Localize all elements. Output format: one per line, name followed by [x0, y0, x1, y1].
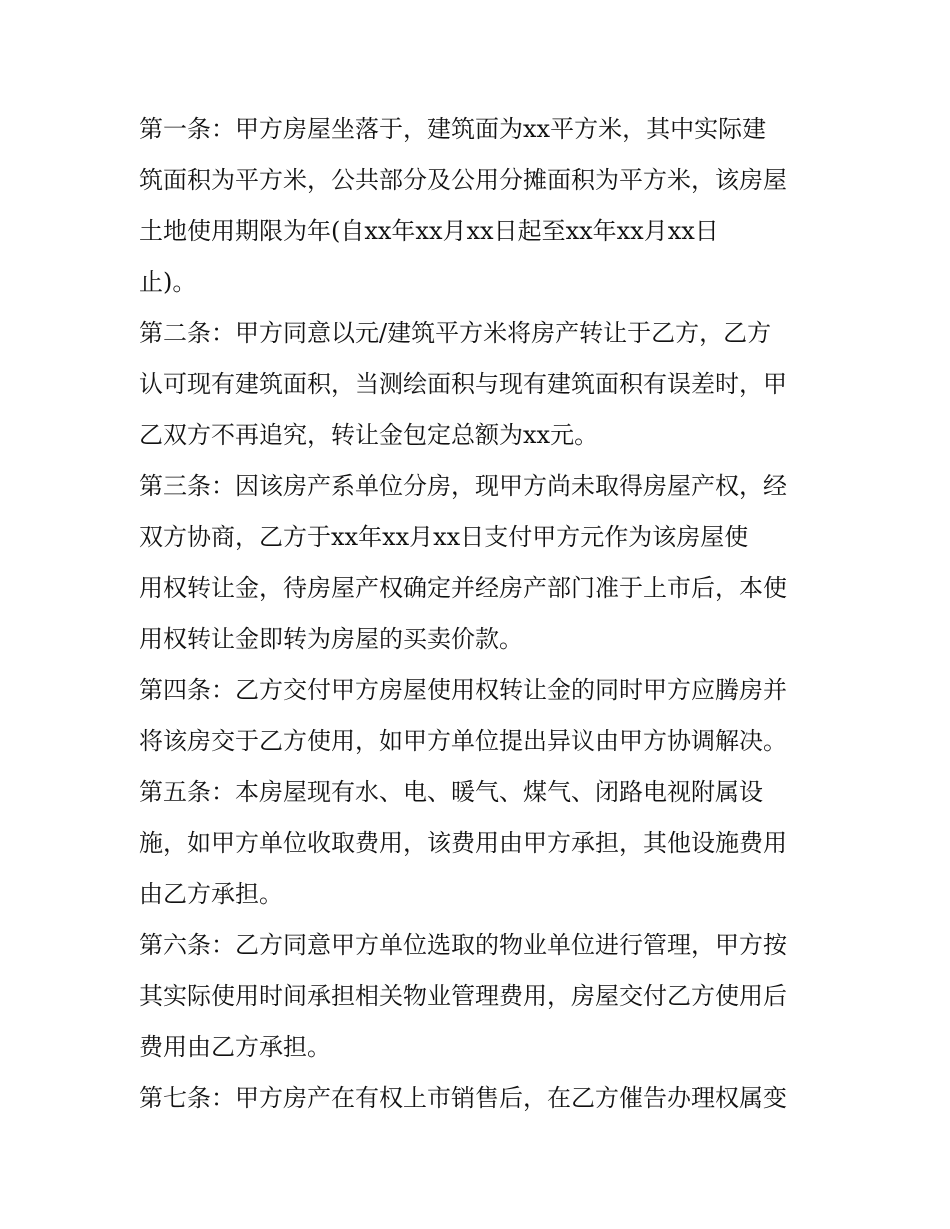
- article-1-line-4: 止)。: [139, 268, 197, 296]
- article-5-line-3: 由乙方承担。: [139, 880, 283, 908]
- article-4-line-2: 将该房交于乙方使用，如甲方单位提出异议由甲方协调解决。: [139, 727, 787, 755]
- article-2-line-1: 第二条：甲方同意以元/建筑平方米将房产转让于乙方，乙方: [139, 319, 772, 347]
- article-3-line-4: 用权转让金即转为房屋的买卖价款。: [139, 625, 523, 653]
- article-1-line-3: 土地使用期限为年(自xx年xx月xx日起至xx年xx月xx日: [139, 217, 719, 245]
- article-6-line-2: 其实际使用时间承担相关物业管理费用，房屋交付乙方使用后: [139, 982, 787, 1010]
- article-4-line-1: 第四条：乙方交付甲方房屋使用权转让金的同时甲方应腾房并: [139, 676, 787, 704]
- article-1-line-2: 筑面积为平方米，公共部分及公用分摊面积为平方米，该房屋: [139, 166, 787, 194]
- article-1-line-1: 第一条：甲方房屋坐落于，建筑面为xx平方米，其中实际建: [139, 115, 767, 143]
- article-6-line-3: 费用由乙方承担。: [139, 1033, 331, 1061]
- article-5-line-2: 施，如甲方单位收取费用，该费用由甲方承担，其他设施费用: [139, 829, 787, 857]
- article-2-line-2: 认可现有建筑面积，当测绘面积与现有建筑面积有误差时，甲: [139, 370, 787, 398]
- article-5-line-1: 第五条：本房屋现有水、电、暖气、煤气、闭路电视附属设: [139, 778, 763, 806]
- article-3-line-1: 第三条：因该房产系单位分房，现甲方尚未取得房屋产权，经: [139, 472, 787, 500]
- article-3-line-2: 双方协商，乙方于xx年xx月xx日支付甲方元作为该房屋使: [139, 523, 749, 551]
- contract-body: [139, 104, 815, 1124]
- article-3-line-3: 用权转让金，待房屋产权确定并经房产部门准于上市后，本使: [139, 574, 787, 602]
- article-2-line-3: 乙双方不再追究，转让金包定总额为xx元。: [139, 421, 599, 449]
- article-7-line-1: 第七条：甲方房产在有权上市销售后，在乙方催告办理权属变: [139, 1084, 787, 1112]
- article-6-line-1: 第六条：乙方同意甲方单位选取的物业单位进行管理，甲方按: [139, 931, 787, 959]
